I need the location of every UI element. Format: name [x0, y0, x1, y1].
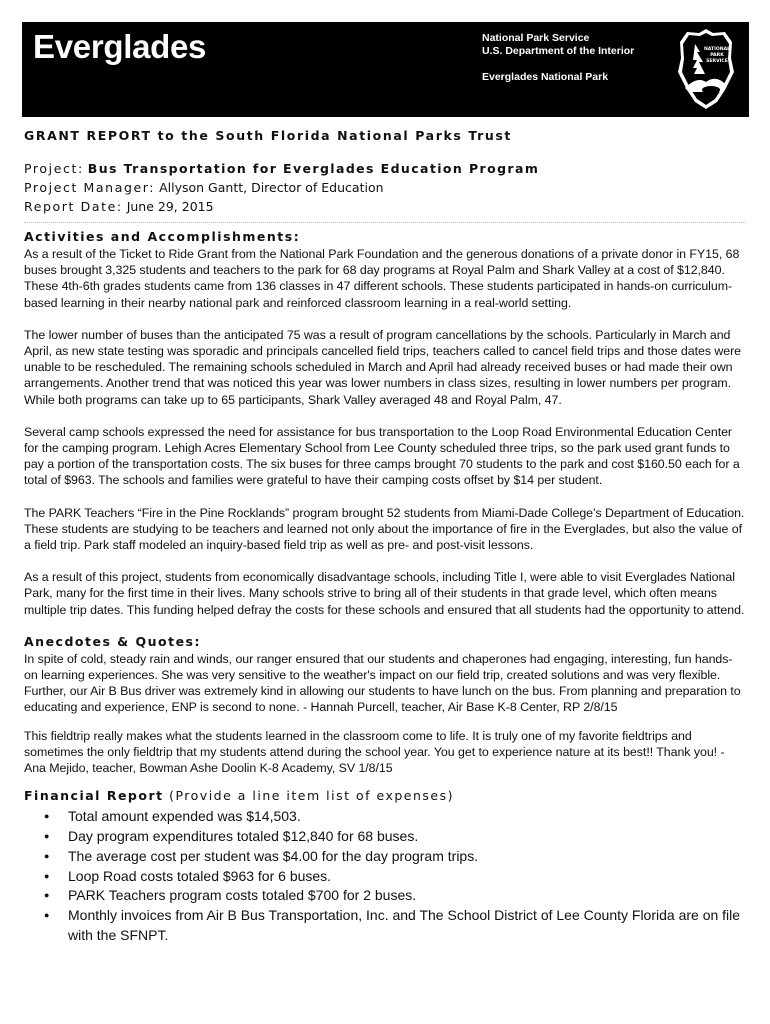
activities-paragraph-4: The PARK Teachers “Fire in the Pine Rocklands” program brought 52 students from Miami-Dade College’s Department of Education. These students are studying to be teachers and learned not only about the importance of fire in the Everglades, but also the value of a field trip. Park staff modeled an inquiry-based field trip as well as pre- and post-visit lessons. — [24, 505, 745, 553]
activities-heading: Activities and Accomplishments: — [24, 229, 301, 244]
date-value: June 29, 2015 — [126, 199, 214, 214]
financial-subheading: (Provide a line item list of expenses) — [169, 788, 455, 804]
financial-item: ● Day program expenditures totaled $12,840 for 68 buses. — [44, 827, 746, 847]
anecdote-quote-1: In spite of cold, steady rain and winds, our ranger ensured that our students and chaperones had engaging, interesting, fun hands-on learning experiences. She was very sensitive to the weather's impact on our field trip, created solutions and was very flexible. Further, our Air B Bus driver was extremely kind in allowing our students to have lunch on the bus. From planning and preparation to educating and experience, ENP is second to none. - Hannah Purcell, teacher, Air Base K-8 Center, RP 2/8/15 — [24, 651, 741, 715]
financial-item: ● The average cost per student was $4.00 for the day program trips. — [44, 847, 746, 867]
agency-block — [482, 32, 634, 84]
financial-item: ● Total amount expended was $14,503. — [44, 807, 746, 827]
project-value: Bus Transportation for Everglades Education Program — [87, 161, 540, 176]
anecdote-quote-2: This fieldtrip really makes what the students learned in the classroom come to life. It is truly one of my favorite fieldtrips and sometimes the only fieldtrip that my students attend during the school year. You get to experience nature at its best!! Thank you! - Ana Mejido, teacher, Bowman Ashe Doolin K-8 Academy, SV 1/8/15 — [24, 728, 725, 776]
financial-heading-row — [24, 788, 746, 803]
agency-line-3: Everglades National Park — [482, 71, 609, 83]
manager-value: Allyson Gantt, Director of Education — [159, 180, 384, 195]
header-band — [22, 22, 749, 117]
financial-item: ● Loop Road costs totaled $963 for 6 buses. — [44, 867, 746, 887]
anecdotes-heading: Anecdotes & Quotes: — [24, 633, 201, 649]
logo-text-3: SERVICE — [706, 59, 728, 64]
report-content — [24, 126, 746, 946]
section-divider — [24, 222, 746, 223]
financial-item: ● PARK Teachers program costs totaled $700 for 2 buses. — [44, 886, 746, 906]
report-title: GRANT REPORT to the South Florida National Parks Trust — [24, 128, 512, 143]
activities-paragraph-2: The lower number of buses than the anticipated 75 was a result of program cancellations by the schools. Particularly in March and April, as new state testing was sporadic and principals cancelled field trips, teachers called to cancel field trips and those dates were unable to be rescheduled. The remaining schools scheduled in March and April had already received buses or had made their own arrangements. Another trend that was noticed this year was lower numbers in class sizes, resulting in lower numbers per program. While both programs can take up to 65 participants, Shark Valley averaged 48 and Royal Palm, 47. — [24, 327, 742, 407]
logo-text-2: PARK — [710, 53, 724, 58]
project-row — [24, 159, 746, 178]
activities-paragraph-5: As a result of this project, students from economically disadvantage schools, including Title I, were able to visit Everglades National Park, many for the first time in their lives. Many schools strive to bring all of their students in that grade level, which often means multiple trip dates. This funding helped defray the costs for these schools and ensured that all students had the opportunity to attend. — [24, 570, 745, 617]
project-meta — [24, 159, 746, 216]
park-title: Everglades — [33, 28, 207, 65]
agency-line-2: U.S. Department of the Interior — [482, 45, 635, 57]
date-label: Report Date: — [24, 199, 123, 214]
logo-text-1: NATIONAL — [703, 47, 731, 52]
manager-row — [24, 178, 746, 197]
date-row — [24, 197, 746, 216]
nps-arrowhead-logo — [677, 28, 735, 110]
project-label: Project: — [24, 161, 84, 176]
financial-heading: Financial Report — [24, 788, 164, 804]
manager-label: Project Manager: — [24, 180, 156, 195]
financial-list — [44, 807, 746, 946]
financial-item: ● Monthly invoices from Air B Bus Transportation, Inc. and The School District of Lee County Florida are on file with the SFNPT. — [44, 906, 746, 946]
activities-paragraph-1: As a result of the Ticket to Ride Grant from the National Park Foundation and the generous donations of a private donor in FY15, 68 buses brought 3,325 students and teachers to the park for 68 day programs at Royal Palm and Shark Valley at a cost of $12,840. These 4th-6th grades students came from 136 classes in 47 different schools. These students participated in hands-on curriculum-based learning in their nearby national park and reinforced classroom learning in a real-world setting. — [24, 247, 740, 310]
activities-paragraph-3: Several camp schools expressed the need for assistance for bus transportation to the Loop Road Environmental Education Center for the camping program. Lehigh Acres Elementary School from Lee County scheduled three trips, so the park used grant funds to pay a portion of the transportation costs. The six buses for three camps brought 70 students to the park and cost $160.50 each for a total of $963. The schools and families were grateful to have their camping costs offset by $14 per student. — [24, 424, 740, 488]
agency-line-1: National Park Service — [482, 32, 590, 44]
